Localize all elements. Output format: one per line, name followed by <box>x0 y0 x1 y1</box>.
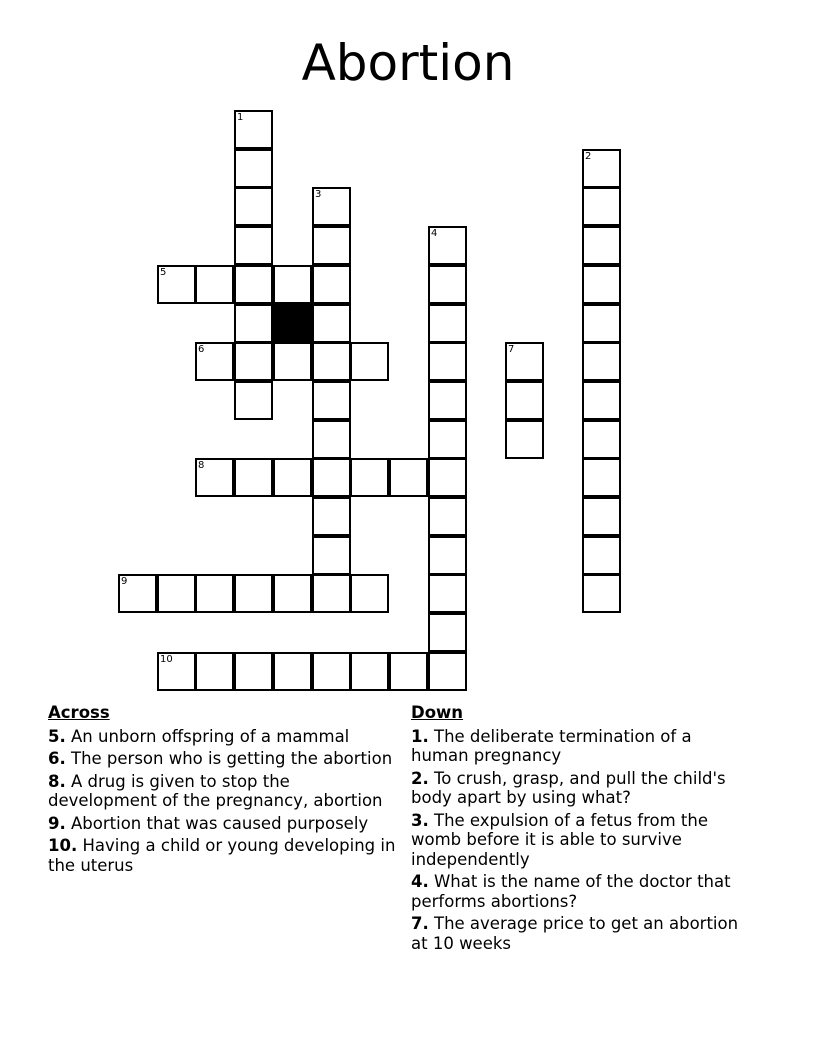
down-clue-4 <box>411 872 751 911</box>
grid-cell[interactable] <box>428 226 467 265</box>
across-clue-8 <box>48 772 400 811</box>
grid-cell[interactable] <box>428 497 467 536</box>
grid-cell[interactable] <box>312 652 351 691</box>
clue-text: The expulsion of a fetus from the womb before it is able to survive independently <box>411 810 709 869</box>
grid-cell[interactable] <box>389 458 428 497</box>
grid-cell[interactable] <box>428 342 467 381</box>
grid-cell[interactable] <box>428 613 467 652</box>
clue-text: A drug is given to stop the development of the pregnancy, abortion <box>48 771 383 810</box>
across-clues <box>48 703 400 878</box>
grid-cell[interactable] <box>195 574 234 613</box>
clue-number: 1. <box>411 726 429 746</box>
grid-cell[interactable] <box>312 536 351 575</box>
cell-number: 4 <box>431 228 438 239</box>
grid-cell[interactable] <box>273 574 312 613</box>
grid-cell[interactable] <box>234 149 273 188</box>
clue-text: An unborn offspring of a mammal <box>65 726 350 746</box>
clue-text: Abortion that was caused purposely <box>65 813 369 833</box>
clue-text: What is the name of the doctor that performs abortions? <box>411 872 731 911</box>
down-heading: Down <box>411 703 464 722</box>
grid-cell[interactable] <box>312 574 351 613</box>
grid-cell[interactable] <box>273 652 312 691</box>
grid-cell[interactable] <box>312 458 351 497</box>
across-clue-6 <box>48 749 400 769</box>
grid-cell[interactable] <box>273 265 312 304</box>
cell-number: 7 <box>508 344 515 355</box>
grid-cell[interactable] <box>428 420 467 459</box>
grid-cell[interactable] <box>428 265 467 304</box>
clue-number: 6. <box>48 749 66 768</box>
grid-cell[interactable] <box>428 381 467 420</box>
across-heading: Across <box>48 703 110 722</box>
grid-cell[interactable] <box>273 458 312 497</box>
grid-cell[interactable] <box>505 342 544 381</box>
grid-cell[interactable] <box>234 458 273 497</box>
grid-cell[interactable] <box>312 420 351 459</box>
clue-number: 8. <box>48 771 66 791</box>
grid-cell[interactable] <box>505 420 544 459</box>
grid-cell[interactable] <box>582 536 621 575</box>
cell-number: 2 <box>585 151 592 162</box>
grid-cell[interactable] <box>312 381 351 420</box>
grid-cell[interactable] <box>195 342 234 381</box>
across-clue-5 <box>48 727 400 747</box>
grid-cell[interactable] <box>312 342 351 381</box>
grid-cell[interactable] <box>234 342 273 381</box>
grid-cell[interactable] <box>234 381 273 420</box>
grid-cell[interactable] <box>312 226 351 265</box>
grid-cell[interactable] <box>389 652 428 691</box>
grid-cell[interactable] <box>582 381 621 420</box>
grid-cell[interactable] <box>428 574 467 613</box>
cell-number: 9 <box>121 576 128 587</box>
grid-cell[interactable] <box>312 497 351 536</box>
grid-cell[interactable] <box>428 458 467 497</box>
grid-cell[interactable] <box>118 574 157 613</box>
cell-number: 1 <box>237 112 244 123</box>
cell-number: 8 <box>198 460 205 471</box>
grid-cell[interactable] <box>234 226 273 265</box>
grid-cell[interactable] <box>350 652 389 691</box>
across-clue-9 <box>48 814 400 834</box>
grid-cell[interactable] <box>350 342 389 381</box>
grid-cell[interactable] <box>582 458 621 497</box>
clue-text: Having a child or young developing in the uterus <box>48 836 396 875</box>
clue-number: 10. <box>48 836 78 855</box>
down-clues <box>411 703 751 956</box>
down-clue-7 <box>411 914 751 953</box>
grid-cell[interactable] <box>195 652 234 691</box>
clue-text: The person who is getting the abortion <box>65 749 393 768</box>
grid-cell[interactable] <box>582 420 621 459</box>
grid-cell[interactable] <box>195 265 234 304</box>
grid-cell[interactable] <box>157 574 196 613</box>
grid-cell[interactable] <box>157 652 196 691</box>
grid-cell[interactable] <box>312 265 351 304</box>
grid-cell[interactable] <box>428 536 467 575</box>
down-clue-3 <box>411 811 751 870</box>
grid-cell[interactable] <box>234 574 273 613</box>
grid-cell[interactable] <box>350 574 389 613</box>
grid-cell[interactable] <box>273 342 312 381</box>
clue-number: 4. <box>411 872 429 891</box>
grid-cell[interactable] <box>195 458 234 497</box>
grid-cell[interactable] <box>234 652 273 691</box>
grid-cell[interactable] <box>582 187 621 226</box>
grid-cell[interactable] <box>234 265 273 304</box>
clue-number: 2. <box>411 768 429 788</box>
clue-number: 7. <box>411 914 429 933</box>
grid-cell[interactable] <box>582 149 621 188</box>
down-clue-2 <box>411 769 751 808</box>
grid-cell[interactable] <box>582 574 621 613</box>
cell-number: 10 <box>160 654 173 665</box>
grid-cell[interactable] <box>505 381 544 420</box>
grid-cell[interactable] <box>582 304 621 343</box>
cell-number: 5 <box>160 267 167 278</box>
grid-cell[interactable] <box>428 652 467 691</box>
grid-cell[interactable] <box>582 342 621 381</box>
clue-number: 9. <box>48 813 66 833</box>
clue-number: 3. <box>411 810 429 830</box>
grid-cell[interactable] <box>312 187 351 226</box>
black-square <box>273 304 312 343</box>
cell-number: 3 <box>315 189 322 200</box>
clue-text: The deliberate termination of a human pregnancy <box>411 726 692 765</box>
clue-number: 5. <box>48 726 66 746</box>
grid-cell[interactable] <box>582 497 621 536</box>
grid-cell[interactable] <box>234 304 273 343</box>
grid-cell[interactable] <box>157 265 196 304</box>
grid-cell[interactable] <box>350 458 389 497</box>
clue-text: The average price to get an abortion at 10 weeks <box>411 914 739 953</box>
clue-text: To crush, grasp, and pull the child's body apart by using what? <box>411 768 726 807</box>
grid-cell[interactable] <box>428 304 467 343</box>
grid-cell[interactable] <box>582 226 621 265</box>
across-clue-10 <box>48 836 400 875</box>
grid-cell[interactable] <box>234 187 273 226</box>
grid-cell[interactable] <box>312 304 351 343</box>
down-clue-1 <box>411 727 751 766</box>
grid-cell[interactable] <box>582 265 621 304</box>
puzzle-title: Abortion <box>301 34 515 92</box>
grid-cell[interactable] <box>234 110 273 149</box>
cell-number: 6 <box>198 344 205 355</box>
